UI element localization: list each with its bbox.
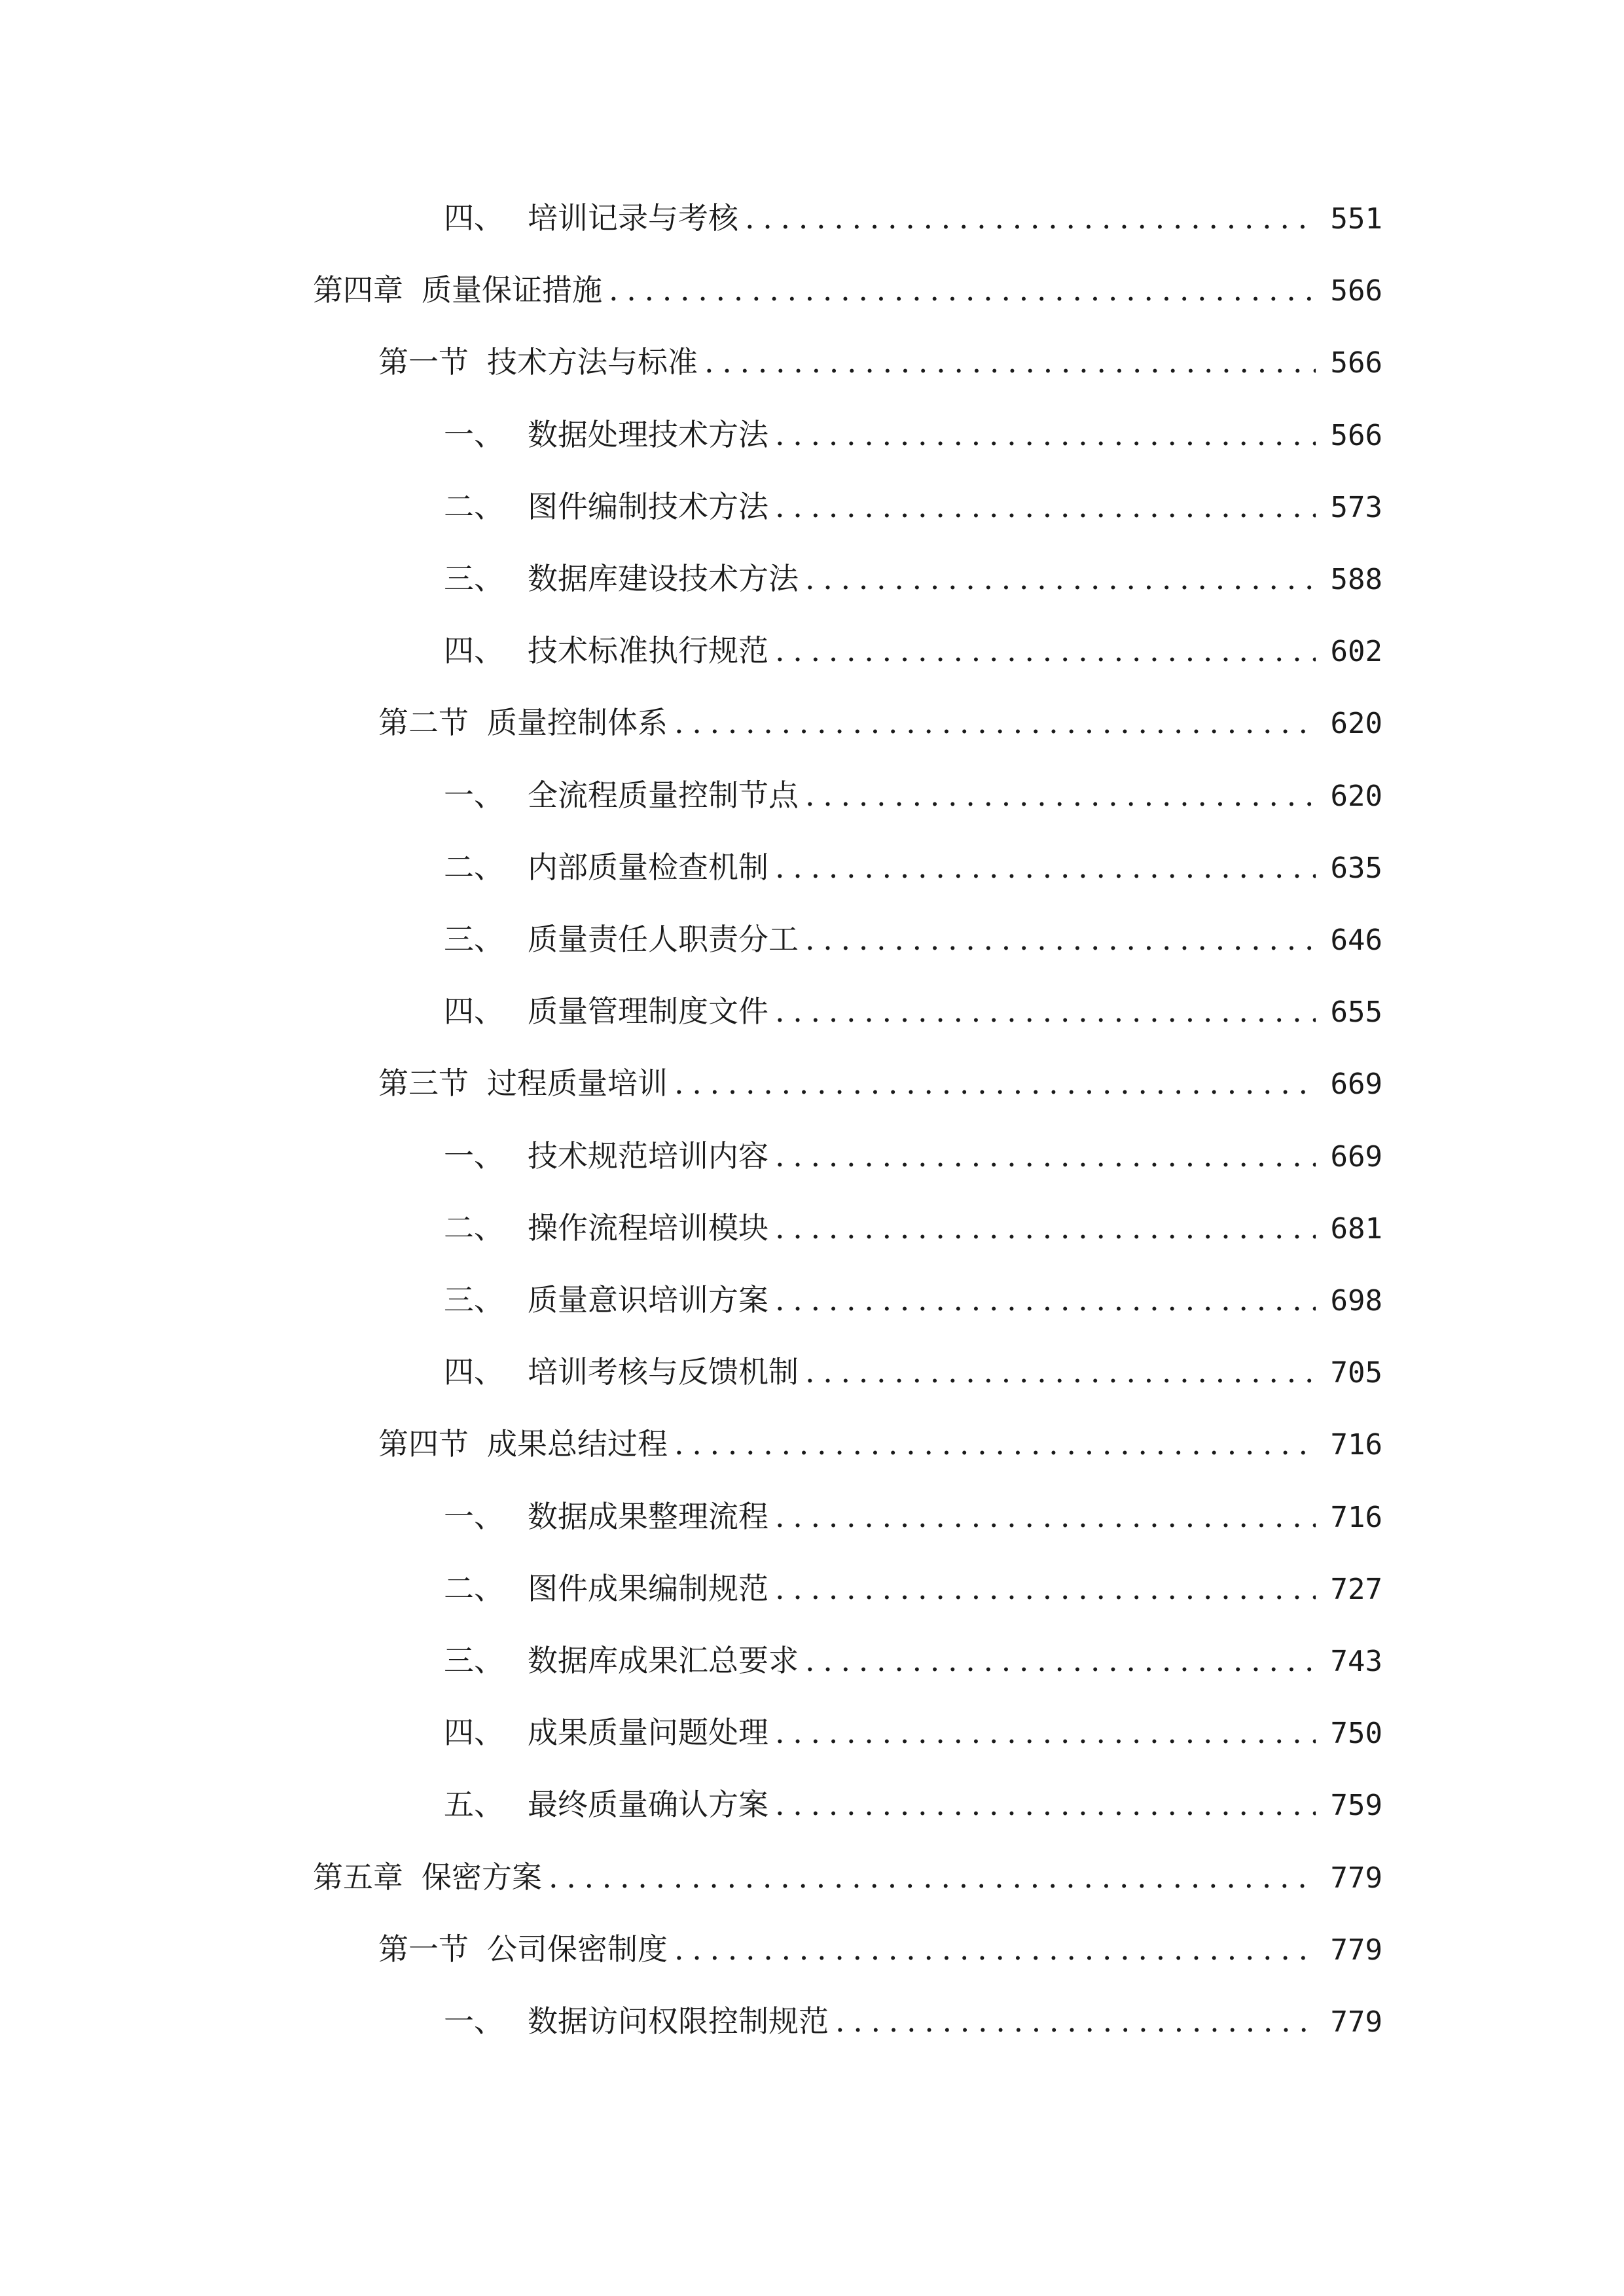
toc-page-number: 743 [1330,1645,1382,1678]
toc-entry-title: 公司保密制度 [487,1931,668,1967]
toc-entry[interactable] [444,628,1382,673]
toc-entry[interactable] [444,1998,1382,2044]
toc-page-number: 620 [1330,780,1382,813]
toc-page-number: 681 [1330,1212,1382,1246]
toc-entry[interactable] [313,267,1382,313]
toc-entry-number: 第三节 [378,1066,469,1101]
toc-dot-leader [674,1060,1316,1106]
toc-page-number: 669 [1330,1067,1382,1101]
toc-entry-title: 数据库建设技术方法 [528,561,799,596]
toc-entry-number: 四、 [444,633,504,668]
toc-entry-title: 培训记录与考核 [528,200,738,236]
toc-page-number: 566 [1330,346,1382,380]
toc-dot-leader [775,1277,1316,1323]
toc-entry[interactable] [313,1854,1382,1900]
toc-entry-title: 质量责任人职责分工 [528,922,799,957]
toc-entry-title: 培训考核与反馈机制 [528,1354,799,1390]
toc-entry[interactable] [378,339,1382,385]
toc-entry-number: 第二节 [378,705,469,740]
toc-dot-leader [775,988,1316,1034]
toc-entry[interactable] [378,700,1382,745]
toc-entry-title: 操作流程培训模块 [528,1210,768,1246]
toc-entry-number: 第四章 [313,272,403,308]
toc-entry-title: 技术标准执行规范 [528,633,768,668]
toc-page-number: 620 [1330,707,1382,740]
toc-entry-number: 一、 [444,417,504,452]
toc-page-number: 566 [1330,419,1382,452]
toc-dot-leader [674,1926,1316,1972]
toc-dot-leader [775,628,1316,673]
toc-dot-leader [549,1854,1316,1900]
toc-page-number: 669 [1330,1140,1382,1174]
toc-page-number: 716 [1330,1428,1382,1462]
toc-entry-number: 四、 [444,1354,504,1390]
toc-page-number: 705 [1330,1356,1382,1390]
toc-page-number: 602 [1330,635,1382,668]
toc-entry-number: 三、 [444,561,504,596]
toc-entry-number: 二、 [444,1210,504,1246]
toc-dot-leader [704,339,1316,385]
toc-entry[interactable] [444,1566,1382,1611]
toc-dot-leader [775,1566,1316,1611]
toc-entry-title: 数据成果整理流程 [528,1499,768,1534]
toc-page-number: 646 [1330,924,1382,957]
toc-page-number: 698 [1330,1284,1382,1318]
toc-dot-leader [775,1133,1316,1179]
toc-entry-number: 二、 [444,850,504,885]
toc-entry-number: 四、 [444,1715,504,1750]
toc-entry-number: 一、 [444,778,504,813]
toc-entry-title: 成果质量问题处理 [528,1715,768,1750]
toc-entry[interactable] [378,1060,1382,1106]
toc-entry-number: 第一节 [378,344,469,380]
toc-page-number: 655 [1330,996,1382,1029]
toc-entry-number: 三、 [444,1282,504,1318]
toc-entry[interactable] [444,1205,1382,1251]
toc-dot-leader [805,1349,1316,1395]
toc-dot-leader [775,412,1316,457]
toc-dot-leader [674,700,1316,745]
toc-dot-leader [775,484,1316,529]
toc-entry-title: 保密方案 [422,1859,542,1895]
toc-page-number: 779 [1330,1861,1382,1895]
toc-dot-leader [805,556,1316,601]
toc-entry[interactable] [444,195,1382,241]
toc-entry[interactable] [444,484,1382,529]
toc-entry-number: 四、 [444,200,504,236]
toc-page-number: 727 [1330,1573,1382,1606]
toc-entry[interactable] [444,1349,1382,1395]
toc-page-number: 588 [1330,563,1382,596]
toc-dot-leader [775,1782,1316,1827]
toc-dot-leader [805,772,1316,818]
toc-entry[interactable] [378,1421,1382,1467]
toc-dot-leader [745,195,1316,241]
toc-entry[interactable] [444,1638,1382,1683]
toc-entry-title: 数据访问权限控制规范 [528,2003,829,2039]
toc-entry-title: 技术方法与标准 [487,344,698,380]
toc-entry-number: 一、 [444,1499,504,1534]
toc-dot-leader [609,267,1316,313]
toc-entry[interactable] [378,1926,1382,1972]
toc-entry-number: 二、 [444,1571,504,1606]
toc-entry-title: 技术规范培训内容 [528,1138,768,1174]
toc-dot-leader [775,1205,1316,1251]
toc-entry-title: 全流程质量控制节点 [528,778,799,813]
toc-entry-number: 二、 [444,489,504,524]
toc-entry-title: 质量保证措施 [422,272,602,308]
toc-entry-number: 第一节 [378,1931,469,1967]
toc-entry[interactable] [444,1277,1382,1323]
toc-entry-title: 质量意识培训方案 [528,1282,768,1318]
toc-entry-title: 质量控制体系 [487,705,668,740]
toc-entry-number: 第四节 [378,1426,469,1462]
toc-dot-leader [775,844,1316,890]
toc-page-number: 716 [1330,1501,1382,1534]
toc-entry[interactable] [444,412,1382,457]
toc-dot-leader [835,1998,1316,2044]
toc-page-number: 779 [1330,1933,1382,1967]
toc-entry[interactable] [444,1710,1382,1755]
toc-entry-title: 数据库成果汇总要求 [528,1643,799,1678]
toc-entry-title: 成果总结过程 [487,1426,668,1462]
toc-dot-leader [775,1710,1316,1755]
toc-entry-title: 过程质量培训 [487,1066,668,1101]
toc-entry-title: 最终质量确认方案 [528,1787,768,1822]
toc-dot-leader [805,916,1316,962]
toc-entry-number: 第五章 [313,1859,403,1895]
toc-dot-leader [805,1638,1316,1683]
toc-entry[interactable] [444,1133,1382,1179]
toc-page-number: 551 [1330,202,1382,236]
toc-page-number: 779 [1330,2005,1382,2039]
toc-page-number: 759 [1330,1789,1382,1822]
toc-dot-leader [674,1421,1316,1467]
toc-page-number: 566 [1330,274,1382,308]
toc-page-number: 573 [1330,491,1382,524]
toc-entry-number: 五、 [444,1787,504,1822]
toc-entry[interactable] [444,1494,1382,1539]
toc-entry[interactable] [444,772,1382,818]
toc-page-number: 635 [1330,852,1382,885]
toc-entry-title: 质量管理制度文件 [528,994,768,1029]
toc-page-number: 750 [1330,1717,1382,1750]
toc-entry-number: 三、 [444,922,504,957]
toc-entry[interactable] [444,988,1382,1034]
toc-entry[interactable] [444,1782,1382,1827]
toc-entry-title: 数据处理技术方法 [528,417,768,452]
toc-entry-title: 内部质量检查机制 [528,850,768,885]
toc-entry-number: 四、 [444,994,504,1029]
toc-dot-leader [775,1494,1316,1539]
toc-entry[interactable] [444,844,1382,890]
toc-entry-title: 图件编制技术方法 [528,489,768,524]
toc-entry-number: 一、 [444,1138,504,1174]
toc-entry-title: 图件成果编制规范 [528,1571,768,1606]
toc-entry[interactable] [444,916,1382,962]
toc-entry-number: 一、 [444,2003,504,2039]
toc-entry-number: 三、 [444,1643,504,1678]
toc-entry[interactable] [444,556,1382,601]
